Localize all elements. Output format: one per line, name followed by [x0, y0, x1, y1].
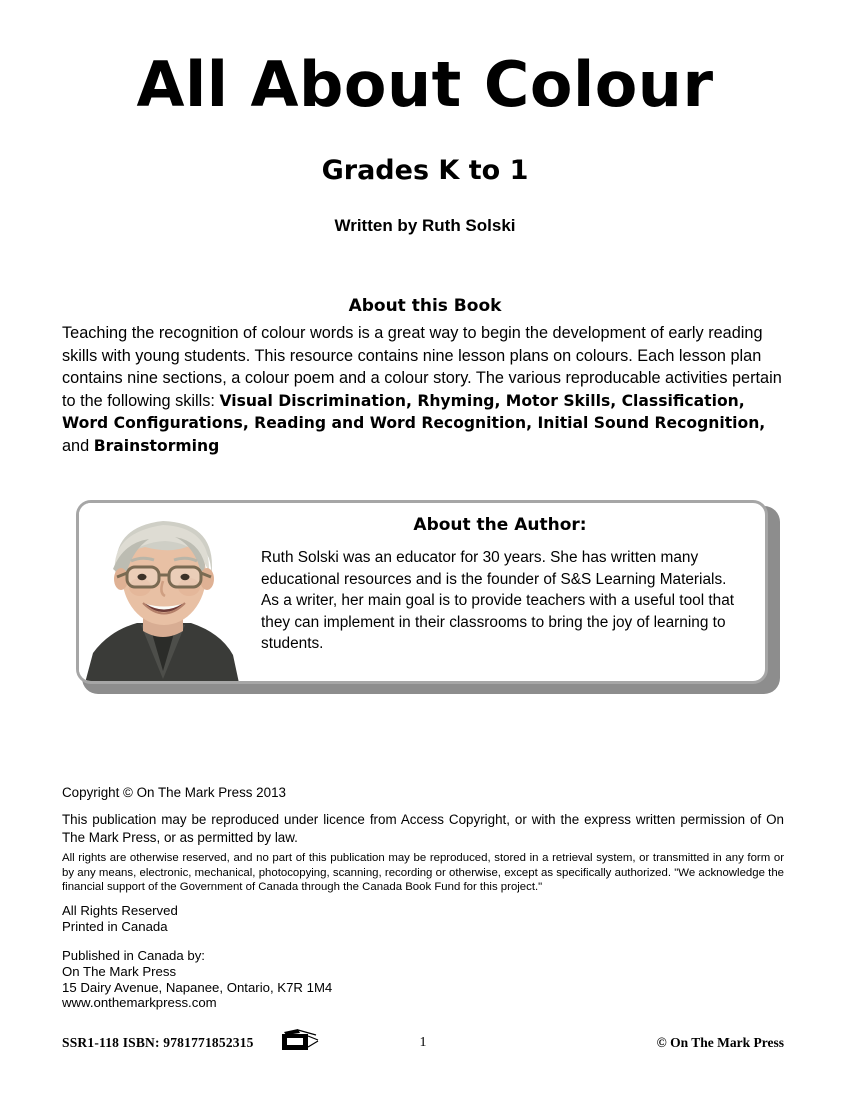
rights-block	[62, 903, 178, 935]
about-book-paragraph	[62, 322, 784, 457]
printed-in-canada-line: Printed in Canada	[62, 918, 168, 934]
all-rights-reserved-line: All Rights Reserved	[62, 903, 178, 918]
publisher-website-line[interactable]: www.onthemarkpress.com	[62, 995, 217, 1011]
footer-page-number: 1	[419, 1035, 427, 1050]
rights-reservation-notice: All rights are otherwise reserved, and no part of this publication may be reproduced, stored in a retrieval system, or transmitted in any form or by any means, electronic, mechanical, photocopying, scanning, recording or otherwise, except as specifically authorized. "We acknowledge the financial support of the Government of Canada through the Canada Book Fund for this project."	[62, 852, 784, 894]
about-author-bio: Ruth Solski was an educator for 30 years. She has written many educational resources and is the founder of S&S Learning Materials. As a writer, her main goal is to provide teachers with a useful tool that they can implement in their classrooms to bring the joy of learning to students.	[261, 549, 735, 652]
footer-catalogue-isbn: SSR1-118 ISBN: 9781771852315	[62, 1035, 254, 1050]
author-photo	[79, 503, 247, 681]
about-book-last-skill: Brainstorming	[93, 436, 220, 455]
about-book-skills-list: Visual Discrimination, Rhyming, Motor Skills, Classification, Word Configurations, Reading and Word Recognition, Initial Sound Recognition,	[62, 391, 766, 432]
grade-level-subtitle: Grades K to 1	[321, 155, 529, 186]
about-book-heading: About this Book	[348, 296, 502, 316]
footer-imprint: © On The Mark Press	[656, 1035, 784, 1050]
publisher-name-line: On The Mark Press	[62, 963, 177, 979]
author-credit: Written by Ruth Solski	[334, 216, 516, 235]
licence-notice: This publication may be reproduced under licence from Access Copyright, or with the express written permission of On The Mark Press, or as permitted by law.	[62, 812, 784, 845]
copyright-line: Copyright © On The Mark Press 2013	[62, 785, 286, 800]
about-author-heading: About the Author:	[413, 515, 587, 535]
page-title: All About Colour	[136, 48, 714, 121]
author-card	[76, 500, 768, 684]
publisher-intro-line: Published in Canada by:	[62, 948, 205, 963]
page-footer	[62, 1033, 784, 1059]
publisher-address-line: 15 Dairy Avenue, Napanee, Ontario, K7R 1M4	[62, 979, 333, 995]
about-book-intro-text: Teaching the recognition of colour words is a great way to begin the development of early reading skills with young students. This resource contains nine lesson plans on colours. Each lesson plan contains nine sections, a colour poem and a colour story. The various reproducable activities pertain to the following skills:	[62, 324, 782, 410]
about-book-conjunction: and	[62, 436, 94, 455]
author-portrait-illustration	[79, 503, 247, 681]
publisher-block	[62, 948, 332, 1011]
author-text-column	[247, 503, 765, 681]
